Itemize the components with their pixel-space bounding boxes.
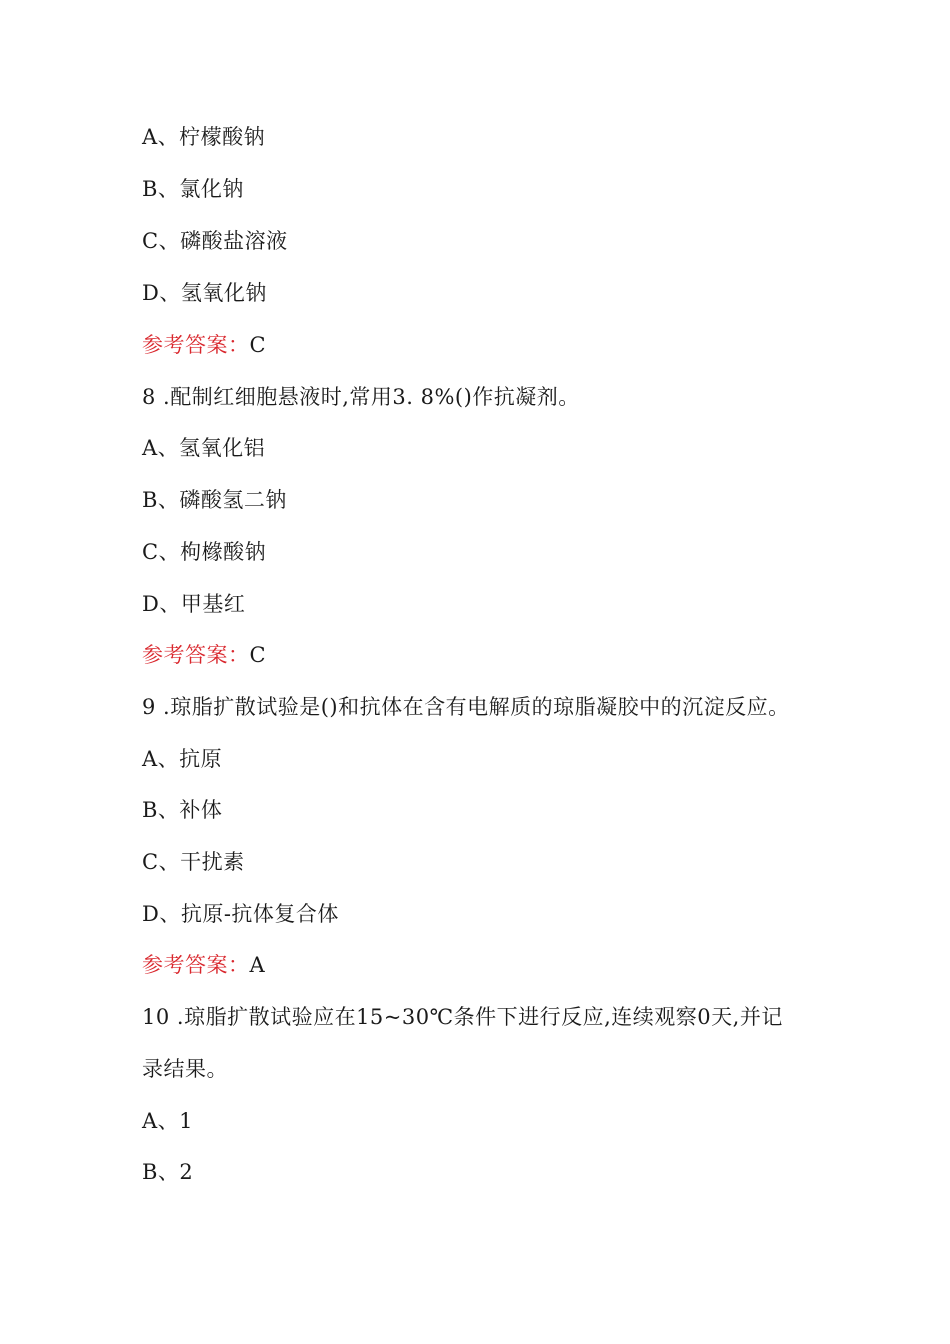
q10-question-line1: 10 .琼脂扩散试验应在15~30℃条件下进行反应,连续观察0天,并记 bbox=[142, 1005, 783, 1029]
q9-option-a: A、抗原 bbox=[142, 747, 223, 771]
q7-option-a: A、柠檬酸钠 bbox=[142, 125, 266, 149]
q8-option-d: D、甲基红 bbox=[142, 592, 246, 616]
q9-option-c: C、干扰素 bbox=[142, 850, 245, 874]
q9-option-b: B、补体 bbox=[142, 798, 223, 822]
q7-answer-value: C bbox=[249, 333, 267, 357]
q9-option-d: D、抗原-抗体复合体 bbox=[142, 902, 339, 926]
q9-answer-label: 参考答案： bbox=[142, 953, 250, 977]
q7-option-c: C、磷酸盐溶液 bbox=[142, 229, 288, 253]
q7-answer-label: 参考答案： bbox=[142, 333, 250, 357]
q9-answer bbox=[142, 951, 265, 979]
q7-option-b: B、氯化钠 bbox=[142, 177, 244, 201]
q7-option-d: D、氢氧化钠 bbox=[142, 281, 267, 305]
q8-option-c: C、枸橼酸钠 bbox=[142, 540, 267, 564]
q10-option-a: A、1 bbox=[142, 1109, 194, 1133]
q10-question-line2: 录结果。 bbox=[142, 1057, 228, 1081]
q8-answer-value: C bbox=[249, 643, 267, 667]
q9-question: 9 .琼脂扩散试验是()和抗体在含有电解质的琼脂凝胶中的沉淀反应。 bbox=[142, 695, 790, 719]
q7-answer bbox=[142, 331, 266, 359]
q10-option-b: B、2 bbox=[142, 1160, 194, 1184]
q8-option-a: A、氢氧化铝 bbox=[142, 436, 266, 460]
q8-answer-label: 参考答案： bbox=[142, 643, 250, 667]
q8-question: 8 .配制红细胞悬液时,常用3. 8%()作抗凝剂。 bbox=[142, 385, 580, 409]
q8-option-b: B、磷酸氢二钠 bbox=[142, 488, 287, 512]
q9-answer-value: A bbox=[249, 953, 266, 977]
q8-answer bbox=[142, 641, 266, 669]
